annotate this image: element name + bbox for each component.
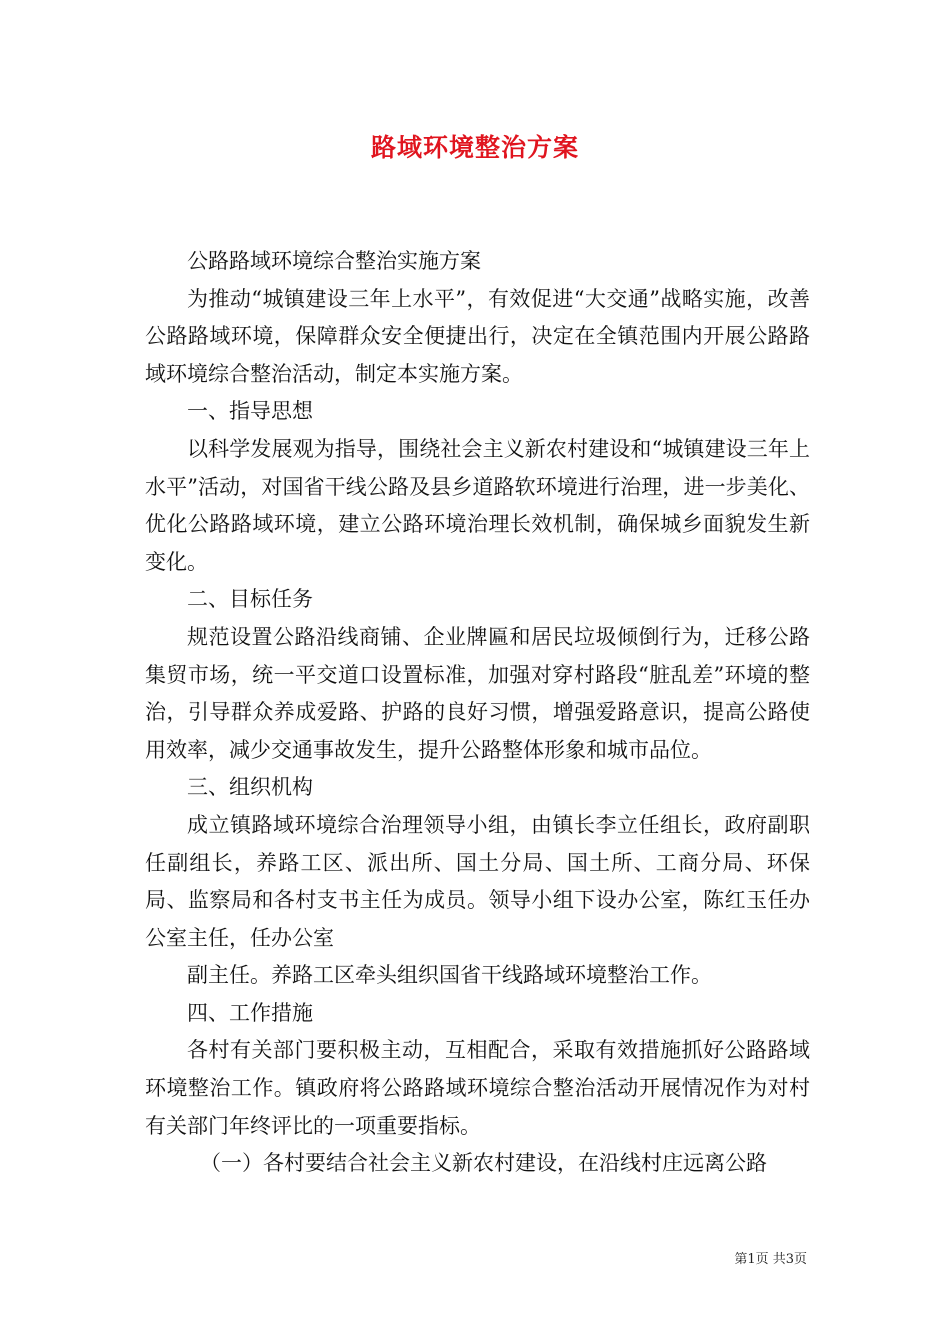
paragraph-organization-cont: 副主任。养路工区牵头组织国省干线路域环境整治工作。 [187,963,712,988]
heading-measures: 四、工作措施 [187,1000,313,1025]
document-body [145,243,810,1183]
paragraph-guiding-ideology: 以科学发展观为指导，围绕社会主义新农村建设和“城镇建设三年上水平”活动，对国省干线公路及县乡道路软环境进行治理，进一步美化、优化公路路域环境，建立公路环境治理长效机制，确保城乡面貌发生新变化。 [145,436,810,574]
paragraph-goals: 规范设置公路沿线商铺、企业牌匾和居民垃圾倾倒行为，迁移公路集贸市场，统一平交道口设置标准，加强对穿村路段“脏乱差”环境的整治，引导群众养成爱路、护路的良好习惯，增强爱路意识，提高公路使用效率，减少交通事故发生，提升公路整体形象和城市品位。 [145,624,810,762]
heading-guiding-ideology: 一、指导思想 [187,399,313,424]
page-number: 第1页 共3页 [734,1252,807,1267]
document-title: 路域环境整治方案 [370,133,579,162]
paragraph-organization: 成立镇路域环境综合治理领导小组，由镇长李立任组长，政府副职任副组长，养路工区、派出所、国土分局、国土所、工商分局、环保局、监察局和各村支书主任为成员。领导小组下设办公室，陈红玉任办公室主任，任办公室 [145,812,810,950]
paragraph-subtitle: 公路路域环境综合整治实施方案 [187,249,481,273]
paragraph-measures: 各村有关部门要积极主动，互相配合，采取有效措施抓好公路路域环境整治工作。镇政府将公路路域环境综合整治活动开展情况作为对村有关部门年终评比的一项重要指标。 [145,1038,810,1138]
paragraph-intro: 为推动“城镇建设三年上水平”，有效促进“大交通”战略实施，改善公路路域环境，保障群众安全便捷出行，决定在全镇范围内开展公路路域环境综合整治活动，制定本实施方案。 [145,286,810,386]
paragraph-measure-1: （一）各村要结合社会主义新农村建设，在沿线村庄远离公路 [200,1151,767,1176]
heading-goals: 二、目标任务 [187,587,313,612]
heading-organization: 三、组织机构 [187,775,313,800]
